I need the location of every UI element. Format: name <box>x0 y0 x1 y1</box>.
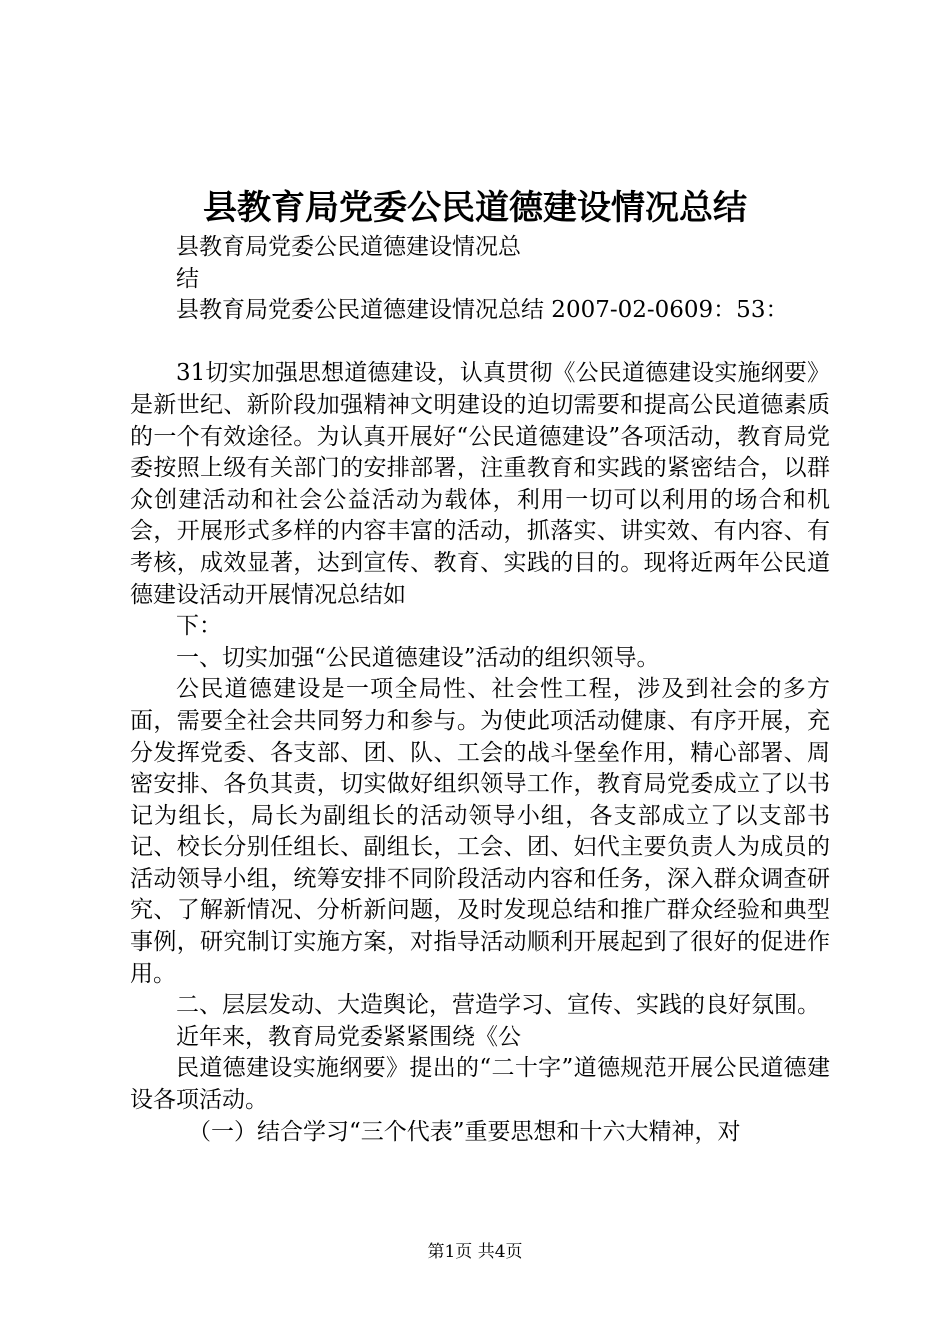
paragraph-intro: 31切实加强思想道德建设，认真贯彻《公民道德建设实施纲要》是新世纪、新阶段加强精神文明建设的迫切需要和提高公民道德素质的一个有效途径。为认真开展好“公民道德建设”各项活动，教育局党委按照上级有关部门的安排部署，注重教育和实践的紧密结合，以群众创建活动和社会公益活动为载体，利用一切可以利用的场合和机会，开展形式多样的内容丰富的活动，抓落实、讲实效、有内容、有考核，成效显著，达到宣传、教育、实践的目的。现将近两年公民道德建设活动开展情况总结如 <box>130 360 830 608</box>
subsection-heading-1: （一）结合学习“三个代表”重要思想和十六大精神，对 <box>188 1118 741 1145</box>
paragraph-subtitle-line1: 县教育局党委公民道德建设情况总 <box>176 234 521 260</box>
section-heading-2: 二、层层发动、大造舆论，营造学习、宣传、实践的良好氛围。 <box>176 992 820 1019</box>
paragraph-twenty-characters: 民道德建设实施纲要》提出的“二十字”道德规范开展公民道德建设各项活动。 <box>130 1055 830 1114</box>
paragraph-xia: 下： <box>176 613 222 640</box>
section-heading-1: 一、切实加强“公民道德建设”活动的组织领导。 <box>176 644 660 671</box>
document-title: 县教育局党委公民道德建设情况总结 <box>203 188 747 228</box>
paragraph-dateline: 县教育局党委公民道德建设情况总结 2007-02-0609：53： <box>176 297 789 324</box>
blank-line <box>130 327 830 359</box>
page-number-footer: 第1页 共4页 <box>427 1242 523 1262</box>
paragraph-recent-years: 近年来，教育局党委紧紧围绕《公 <box>176 1023 521 1050</box>
paragraph-section-1: 公民道德建设是一项全局性、社会性工程，涉及到社会的多方面，需要全社会共同努力和参与。为使此项活动健康、有序开展，充分发挥党委、各支部、团、队、工会的战斗堡垒作用，精心部署、周密安排、各负其责，切实做好组织领导工作，教育局党委成立了以书记为组长，局长为副组长的活动领导小组，各支部成立了以支部书记、校长分别任组长、副组长，工会、团、妇代主要负责人为成员的活动领导小组，统筹安排不同阶段活动内容和任务，深入群众调查研究、了解新情况、分析新问题，及时发现总结和推广群众经验和典型事例，研究制订实施方案，对指导活动顺利开展起到了很好的促进作用。 <box>130 676 830 987</box>
paragraph-subtitle-line2: 结 <box>176 265 199 292</box>
document-body <box>130 232 830 1148</box>
